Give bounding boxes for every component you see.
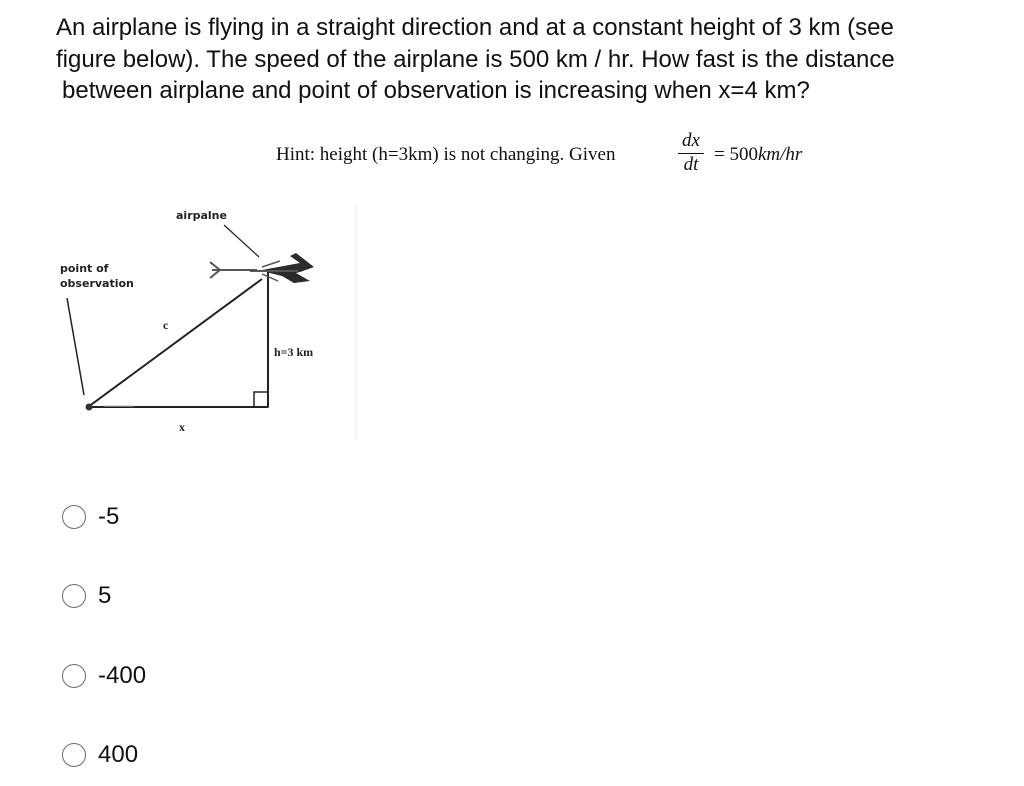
- hint-text: Hint: height (h=3km) is not changing. Given: [276, 144, 616, 165]
- airplane-figure: [52, 195, 362, 445]
- choice-option[interactable]: [62, 740, 138, 770]
- hint: [276, 130, 876, 182]
- observation-label-2: observation: [60, 277, 134, 290]
- airplane-pointer: [224, 225, 259, 257]
- figure-svg: [52, 195, 362, 445]
- radio-button[interactable]: [62, 743, 86, 767]
- observation-pointer: [67, 298, 84, 395]
- radio-button[interactable]: [62, 664, 86, 688]
- radio-button[interactable]: [62, 505, 86, 529]
- hint-equals: = 500: [714, 144, 758, 165]
- choice-option[interactable]: [62, 661, 146, 691]
- radio-button[interactable]: [62, 584, 86, 608]
- airplane-icon: [210, 253, 314, 283]
- choice-label: -400: [98, 662, 147, 689]
- hint-value: [714, 144, 802, 166]
- airplane-label: airpalne: [176, 209, 227, 222]
- dx-dt-fraction: [676, 130, 706, 177]
- question-line-1: An airplane is flying in a straight direction and at a constant height of 3 km (see: [56, 14, 894, 41]
- choice-label: -5: [98, 503, 120, 530]
- hypotenuse-label: c: [163, 318, 169, 332]
- right-angle-marker: [254, 392, 268, 407]
- fraction-numerator: dx: [682, 130, 700, 151]
- choice-label: 400: [98, 741, 139, 768]
- question-text: [56, 12, 1006, 107]
- hypotenuse-line: [88, 279, 262, 407]
- base-label: x: [179, 420, 185, 434]
- observation-point: [86, 404, 93, 411]
- choice-option[interactable]: [62, 581, 111, 611]
- observation-label-1: point of: [60, 262, 109, 275]
- fraction-denominator: dt: [683, 154, 699, 175]
- choice-label: 5: [98, 582, 112, 609]
- height-label: h=3 km: [274, 345, 314, 359]
- hint-unit: km/hr: [757, 144, 803, 165]
- choice-option[interactable]: [62, 502, 119, 532]
- question-line-3: between airplane and point of observation is increasing when x=4 km?: [62, 77, 810, 104]
- question-line-2: figure below). The speed of the airplane is 500 km / hr. How fast is the distance: [56, 45, 895, 73]
